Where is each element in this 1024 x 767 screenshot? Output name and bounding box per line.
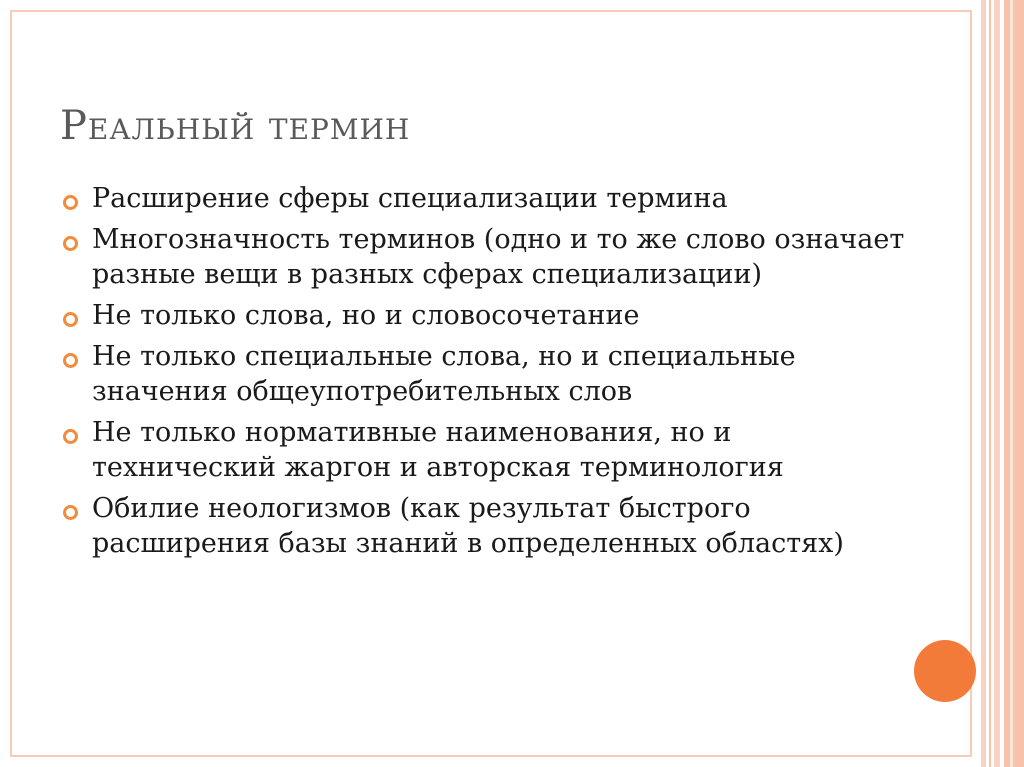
bullet-text: Не только слова, но и словосочетание — [92, 300, 640, 331]
ring-bullet-icon — [63, 195, 78, 210]
bullet-item — [60, 415, 910, 485]
decorative-stripe — [981, 0, 986, 767]
slide-title: Реальный термин — [60, 103, 411, 149]
ring-bullet-icon — [63, 312, 78, 327]
ring-bullet-icon — [63, 505, 78, 520]
bullet-text: Не только нормативные наименования, но и технический жаргон и авторская терминология — [92, 417, 784, 483]
bullet-item — [60, 491, 910, 561]
bullet-item — [60, 339, 910, 409]
bullet-list — [60, 181, 910, 567]
ring-bullet-icon — [63, 429, 78, 444]
decorative-stripe — [1004, 0, 1024, 767]
bullet-item — [60, 181, 910, 216]
bullet-item — [60, 298, 910, 333]
decorative-stripe — [989, 0, 991, 767]
bullet-text: Не только специальные слова, но и специальные значения общеупотребительных слов — [92, 341, 796, 407]
bullet-item — [60, 222, 910, 292]
bullet-text: Обилие неологизмов (как результат быстрого расширения базы знаний в определенных областях) — [92, 493, 844, 559]
bullet-text: Многозначность терминов (одно и то же слово означает разные вещи в разных сферах специализации) — [92, 224, 905, 290]
ring-bullet-icon — [63, 353, 78, 368]
decorative-stripe — [994, 0, 1000, 767]
ring-bullet-icon — [63, 236, 78, 251]
bullet-text: Расширение сферы специализации термина — [92, 183, 728, 214]
decorative-circle-icon — [914, 640, 976, 702]
decorative-stripe — [1010, 0, 1013, 767]
